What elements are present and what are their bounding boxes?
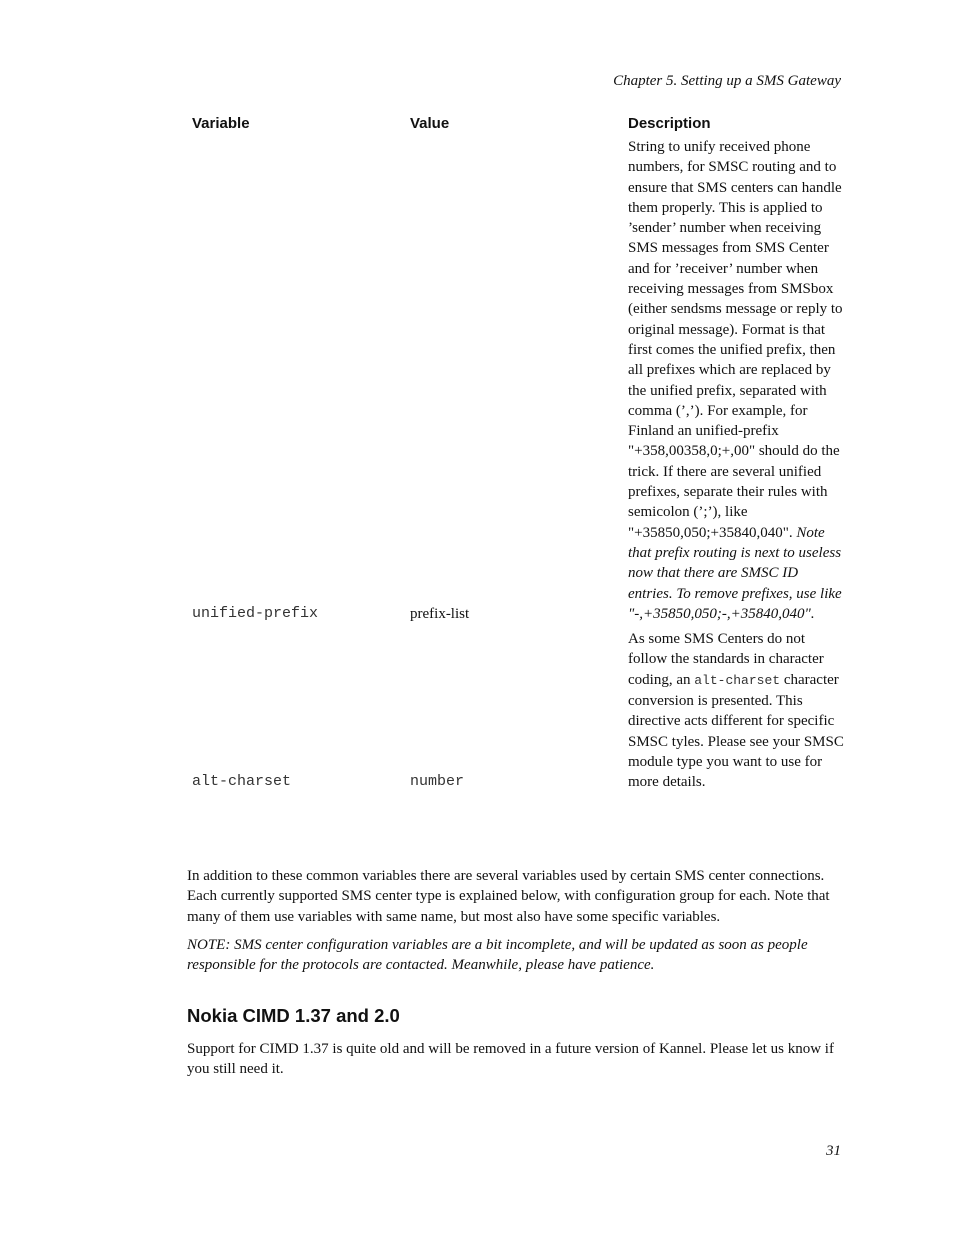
table-row	[188, 135, 848, 627]
variable-name: alt-charset	[192, 773, 292, 791]
description-text: String to unify received phone numbers, for SMSC routing and to ensure that SMS centers can handle them properly. This is applied to ’sender’ number when receiving SMS messages from SMS Center and for ’receiver’ number when receiving messages from SMSbox (either sendsms message or reply to original message). Format is that first comes the unified prefix, then all prefixes which are replaced by the unified prefix, separated with comma (’,’). For example, for Finland an unified-prefix "+358,00358,0;+,00" should do the trick. If there are several unified prefixes, separate their rules with semicolon (’;’), like "+35850,050;+35840,040".	[628, 139, 843, 541]
column-header-variable: Variable	[192, 115, 250, 132]
body-paragraph: In addition to these common variables there are several variables used by certain SMS center connections. Each currently supported SMS center type is explained below, with configuration group for each. Note that many of them use variables with same name, but most also have some specific variables.	[187, 868, 830, 925]
description-note: Note that prefix routing is next to useless now that there are SMSC ID entries. To remove prefixes, use like "-,+35850,050;-,+35840,040".	[628, 524, 842, 622]
column-header-description: Description	[628, 115, 711, 132]
column-header-value: Value	[410, 115, 450, 132]
variable-description	[624, 135, 848, 627]
section-title: Nokia CIMD 1.37 and 2.0	[187, 1005, 400, 1026]
variable-value: number	[410, 773, 465, 791]
body-paragraph: Support for CIMD 1.37 is quite old and will be removed in a future version of Kannel. Please let us know if you still need it.	[187, 1041, 834, 1078]
variables-table	[188, 112, 848, 796]
note-paragraph: NOTE: SMS center configuration variables are a bit incomplete, and will be updated as soon as people responsible for the protocols are contacted. Meanwhile, please have patience.	[187, 937, 808, 974]
variable-value: prefix-list	[410, 605, 470, 622]
page-number: 31	[826, 1143, 841, 1159]
variable-name: unified-prefix	[192, 604, 319, 622]
table-header-row	[188, 112, 848, 135]
description-text: character conversion is presented. This directive acts different for specific SMSC tyles. Please see your SMSC module type you want to use for more details.	[628, 671, 844, 791]
variable-description	[624, 627, 848, 795]
table-row	[188, 627, 848, 795]
description-text: As some SMS Centers do not follow the standards in character coding, an	[628, 631, 824, 688]
description-code: alt-charset	[694, 672, 781, 688]
running-header: Chapter 5. Setting up a SMS Gateway	[613, 73, 841, 89]
